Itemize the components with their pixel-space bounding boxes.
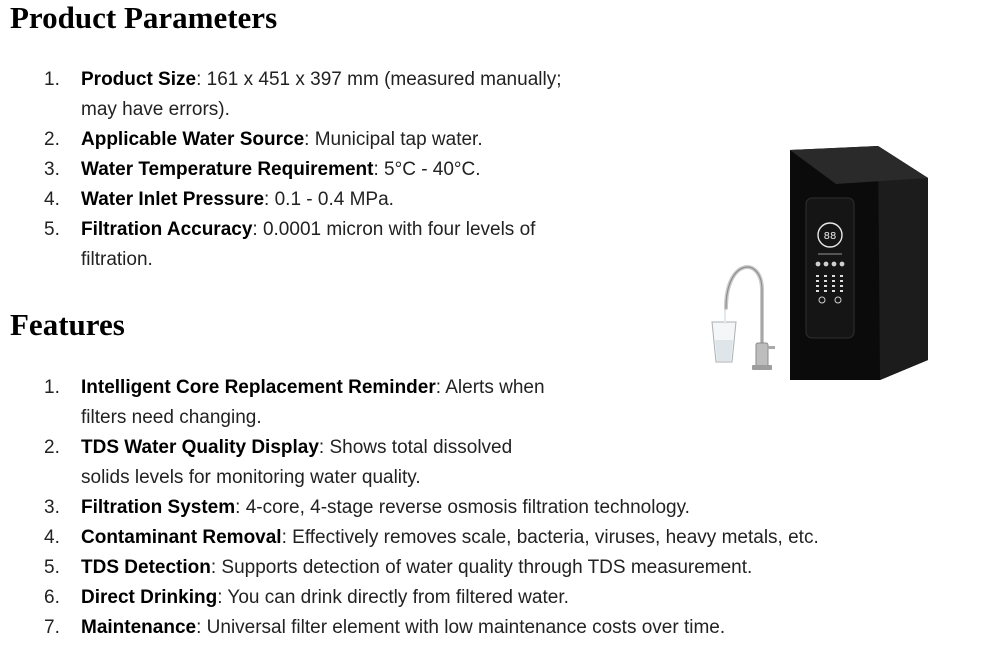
purifier-unit [790, 146, 928, 380]
item-number: 1. [44, 377, 60, 398]
parameter-item [44, 125, 644, 155]
item-number: 5. [44, 557, 60, 578]
item-description: : 0.1 - 0.4 MPa. [264, 189, 394, 210]
item-description: : 5°C - 40°C. [373, 159, 481, 180]
item-description-cont: filtration. [81, 249, 153, 270]
item-number: 4. [44, 189, 60, 210]
item-term: Filtration Accuracy [81, 219, 253, 240]
product-parameters-heading: Product Parameters [10, 0, 278, 35]
item-description-cont: solids levels for monitoring water quality. [81, 467, 421, 488]
features-heading: Features [10, 307, 125, 342]
item-description: : Supports detection of water quality through TDS measurement. [210, 557, 753, 578]
item-term: TDS Detection [81, 557, 211, 578]
item-number: 7. [44, 617, 60, 638]
feature-item [44, 613, 944, 643]
item-number: 2. [44, 129, 60, 150]
item-number: 5. [44, 219, 60, 240]
features-list [44, 373, 944, 643]
parameter-item [44, 155, 644, 185]
item-term: Maintenance [81, 617, 197, 638]
feature-item [44, 553, 944, 583]
water-purifier-product-image [700, 140, 940, 385]
parameter-item [44, 65, 644, 125]
item-number: 3. [44, 159, 60, 180]
faucet-icon [726, 267, 775, 370]
water-glass-icon [712, 306, 736, 362]
item-term: Filtration System [81, 497, 236, 518]
item-term: Applicable Water Source [81, 129, 305, 150]
item-term: Product Size [81, 69, 197, 90]
item-number: 3. [44, 497, 60, 518]
item-number: 4. [44, 527, 60, 548]
item-term: TDS Water Quality Display [81, 437, 319, 458]
item-description: : 161 x 451 x 397 mm (measured manually; [196, 69, 562, 90]
item-description: : Universal filter element with low maintenance costs over time. [196, 617, 726, 638]
item-term: Water Temperature Requirement [81, 159, 374, 180]
item-term: Intelligent Core Replacement Reminder [81, 377, 436, 398]
item-number: 2. [44, 437, 60, 458]
parameter-item [44, 215, 644, 275]
feature-item [44, 433, 944, 493]
item-description: : Municipal tap water. [304, 129, 483, 150]
item-number: 1. [44, 69, 60, 90]
feature-item [44, 493, 944, 523]
item-description: : Shows total dissolved [318, 437, 513, 458]
feature-item [44, 523, 944, 553]
item-description-cont: filters need changing. [81, 407, 262, 428]
parameter-item [44, 185, 644, 215]
item-description-cont: may have errors). [81, 99, 230, 120]
item-term: Direct Drinking [81, 587, 218, 608]
parameters-list [44, 65, 644, 275]
tds-display-readout: 88 [823, 231, 837, 242]
item-description: : Effectively removes scale, bacteria, viruses, heavy metals, etc. [281, 527, 819, 548]
item-term: Water Inlet Pressure [81, 189, 265, 210]
item-term: Contaminant Removal [81, 527, 282, 548]
item-number: 6. [44, 587, 60, 608]
item-description: : 0.0001 micron with four levels of [252, 219, 536, 240]
item-description: : 4-core, 4-stage reverse osmosis filtration technology. [235, 497, 690, 518]
item-description: : You can drink directly from filtered water. [217, 587, 569, 608]
item-description: : Alerts when [435, 377, 545, 398]
feature-item [44, 583, 944, 613]
